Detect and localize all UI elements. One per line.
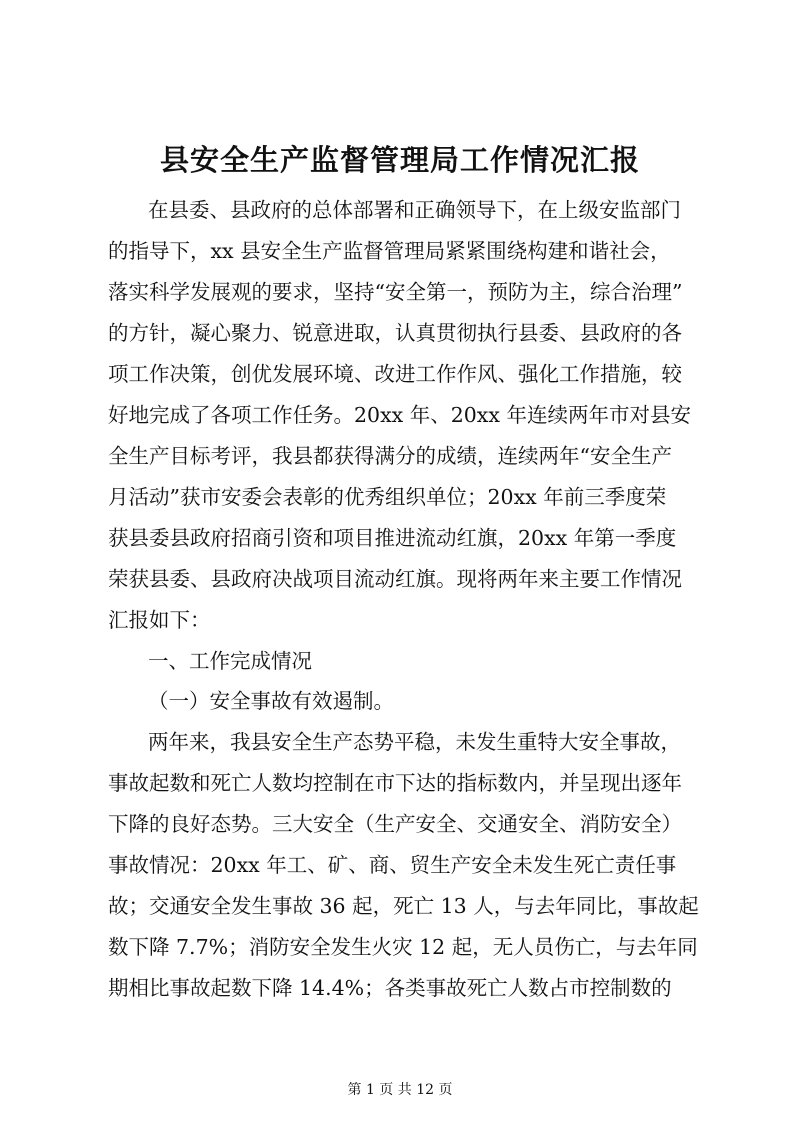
text-line: 汇报如下：: [108, 608, 211, 632]
text-line: 的方针，凝心聚力、锐意进取，认真贯彻执行县委、县政府的各: [108, 321, 682, 345]
text-line: 数下降 7.7%；消防安全发生火灾 12 起，无人员伤亡，与去年同: [108, 935, 698, 959]
text-line: 全生产目标考评，我县都获得满分的成绩，连续两年“安全生产: [108, 444, 672, 468]
text-line: 下降的良好态势。三大安全（生产安全、交通安全、消防安全）: [108, 812, 682, 836]
subsection-heading: （一）安全事故有效遏制。: [148, 689, 394, 713]
text-line: 期相比事故起数下降 14.4%；各类事故死亡人数占市控制数的: [108, 976, 672, 1000]
text-line: 故；交通安全发生事故 36 起，死亡 13 人，与去年同比，事故起: [108, 894, 699, 918]
text-line: 好地完成了各项工作任务。20xx 年、20xx 年连续两年市对县安: [108, 403, 691, 427]
text-line: 两年来，我县安全生产态势平稳，未发生重特大安全事故，: [148, 730, 681, 754]
text-line: 荣获县委、县政府决战项目流动红旗。现将两年来主要工作情况: [108, 567, 682, 591]
text-line: 月活动”获市安委会表彰的优秀组织单位；20xx 年前三季度荣: [108, 485, 667, 509]
text-line: 落实科学发展观的要求，坚持“安全第一，预防为主，综合治理”: [108, 280, 683, 304]
text-line: 的指导下，xx 县安全生产监督管理局紧紧围绕构建和谐社会，: [108, 239, 671, 263]
text-line: 事故情况：20xx 年工、矿、商、贸生产安全未发生死亡责任事: [108, 853, 677, 877]
text-line: 项工作决策，创优发展环境、改进工作作风、强化工作措施，较: [108, 362, 682, 386]
text-line: 事故起数和死亡人数均控制在市下达的指标数内，并呈现出逐年: [108, 771, 682, 795]
section-heading: 一、工作完成情况: [148, 649, 312, 673]
text-line: 在县委、县政府的总体部署和正确领导下，在上级安监部门: [148, 198, 681, 222]
document-title: 县安全生产监督管理局工作情况汇报: [159, 143, 640, 177]
text-line: 获县委县政府招商引资和项目推进流动红旗，20xx 年第一季度: [108, 526, 677, 550]
page-number: 第 1 页 共 12 页: [347, 1082, 453, 1098]
